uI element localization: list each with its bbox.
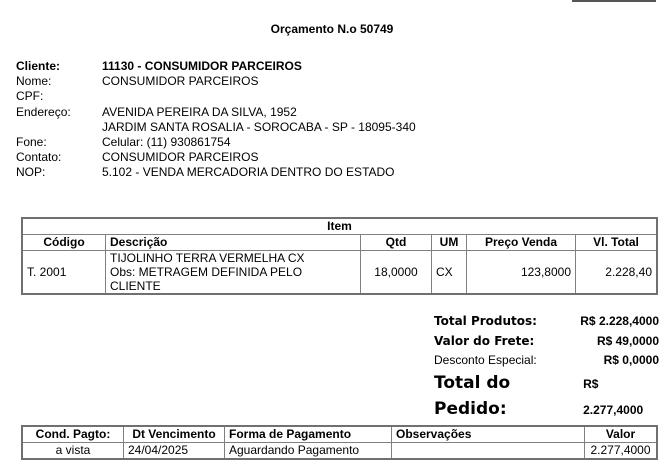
total-pedido-label: Total do Pedido: xyxy=(434,373,511,419)
item-description-text: TIJOLINHO TERRA VERMELHA CX xyxy=(110,251,305,265)
total-produtos-value: R$ 2.228,4000 xyxy=(580,314,659,328)
client-label: Cliente: xyxy=(16,59,61,73)
client-row xyxy=(16,59,416,74)
col-descricao: Descrição xyxy=(106,235,361,251)
pay-cond: a vista xyxy=(22,443,124,460)
cpf-row xyxy=(16,89,416,104)
col-cond-pagto: Cond. Pagto: xyxy=(22,426,124,443)
nop-row xyxy=(16,165,416,180)
cpf-label: CPF: xyxy=(16,89,44,104)
item-total: 2.228,40 xyxy=(576,251,658,295)
address-row xyxy=(16,105,416,120)
contact-value: CONSUMIDOR PARCEIROS xyxy=(102,150,259,165)
phone-value: Celular: (11) 930861754 xyxy=(102,134,231,149)
col-total: Vl. Total xyxy=(576,235,658,251)
frete-label: Valor do Frete: xyxy=(434,334,535,348)
items-caption: Item xyxy=(22,218,657,235)
total-produtos-row xyxy=(434,311,659,331)
item-qtd: 18,0000 xyxy=(361,251,432,295)
nop-label: NOP: xyxy=(16,165,46,180)
pay-obs xyxy=(392,443,585,460)
name-label: Nome: xyxy=(16,74,52,89)
contact-label: Contato: xyxy=(16,150,62,165)
pay-vencimento: 24/04/2025 xyxy=(124,443,225,460)
item-codigo: T. 2001 xyxy=(22,251,106,295)
totals-block xyxy=(434,311,659,419)
col-valor: Valor xyxy=(585,426,658,443)
desconto-value: R$ 0,0000 xyxy=(603,353,659,367)
table-row xyxy=(22,251,657,295)
address-line1: AVENIDA PEREIRA DA SILVA, 1952 xyxy=(102,104,297,119)
desconto-label: Desconto Especial: xyxy=(434,353,537,367)
contact-row xyxy=(16,150,416,165)
desconto-row xyxy=(434,351,659,370)
pay-forma: Aguardando Pagamento xyxy=(225,443,392,460)
col-observacoes: Observações xyxy=(392,426,585,443)
pay-valor: 2.277,4000 xyxy=(585,443,658,460)
frete-value: R$ 49,0000 xyxy=(596,334,659,348)
top-divider xyxy=(572,0,656,2)
frete-row xyxy=(434,331,659,351)
name-row xyxy=(16,74,416,89)
name-value: CONSUMIDOR PARCEIROS xyxy=(102,74,259,89)
address-row-2 xyxy=(16,120,416,135)
total-pedido-value: R$ 2.277,4000 xyxy=(583,377,644,417)
address-line2: JARDIM SANTA ROSALIA - SOROCABA - SP - 18095-340 xyxy=(102,119,416,134)
page-title: Orçamento N.o 50749 xyxy=(270,22,394,36)
items-table xyxy=(21,217,658,295)
total-produtos-label: Total Produtos: xyxy=(434,314,537,328)
payment-table xyxy=(21,425,658,460)
total-pedido-row xyxy=(434,370,659,419)
phone-label: Fone: xyxy=(16,134,47,149)
nop-value: 5.102 - VENDA MERCADORIA DENTRO DO ESTADO xyxy=(102,165,395,180)
phone-row xyxy=(16,135,416,150)
item-preco: 123,8000 xyxy=(467,251,576,295)
col-preco: Preço Venda xyxy=(467,235,576,251)
items-header-row xyxy=(22,235,657,251)
item-obs-text: Obs: METRAGEM DEFINIDA PELO CLIENTE xyxy=(110,265,303,293)
payment-header-row xyxy=(22,426,657,443)
address-label-2 xyxy=(16,120,102,135)
table-row xyxy=(22,443,657,460)
client-value: 11130 - CONSUMIDOR PARCEIROS xyxy=(102,59,302,73)
col-um: UM xyxy=(432,235,467,251)
client-info xyxy=(16,59,416,181)
item-descricao xyxy=(106,251,361,295)
col-codigo: Código xyxy=(22,235,106,251)
col-qtd: Qtd xyxy=(361,235,432,251)
item-um: CX xyxy=(432,251,467,295)
col-forma-pagamento: Forma de Pagamento xyxy=(225,426,392,443)
col-vencimento: Dt Vencimento xyxy=(124,426,225,443)
address-label: Endereço: xyxy=(16,104,71,119)
